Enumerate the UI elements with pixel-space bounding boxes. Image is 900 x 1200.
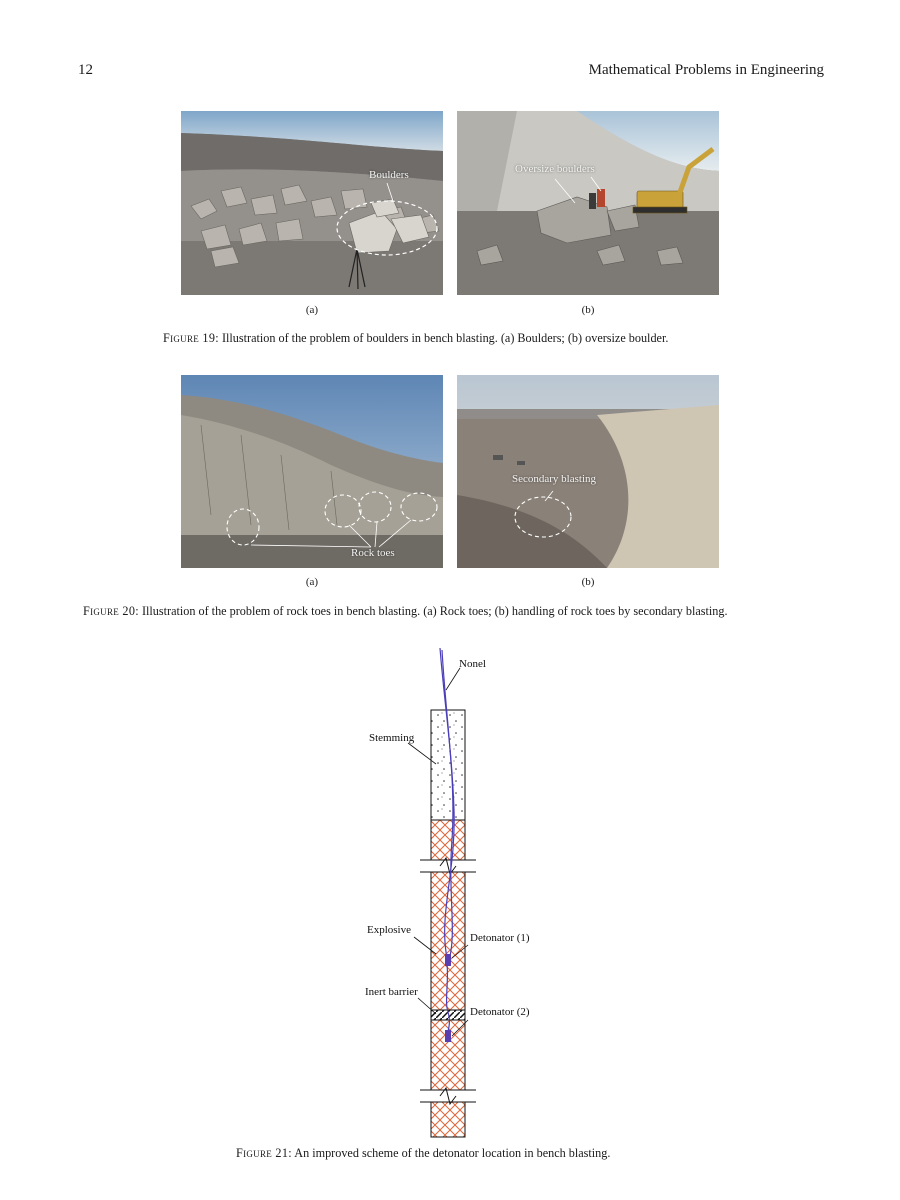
figure19-label-a: (a)	[305, 304, 319, 316]
figure19-photo-b	[457, 111, 719, 295]
detonator-2	[445, 1030, 451, 1042]
figure19-annotation-oversize: Oversize boulders	[515, 163, 595, 175]
label-explosive: Explosive	[367, 924, 411, 936]
figure19-annotation-boulders: Boulders	[369, 169, 409, 181]
label-nonel: Nonel	[459, 658, 486, 670]
figure20-label-b: (b)	[581, 576, 595, 588]
explosive-upper	[431, 820, 465, 1010]
figure21-caption	[236, 1146, 610, 1161]
figure21-caption-prefix: Figure 21:	[236, 1146, 292, 1160]
figure19-label-b: (b)	[581, 304, 595, 316]
figure19-caption	[163, 331, 668, 346]
break-symbol-upper	[420, 858, 476, 874]
figure20-photo-b	[457, 375, 719, 568]
label-detonator-1: Detonator (1)	[470, 932, 530, 944]
figure20-annotation-rock-toes: Rock toes	[351, 547, 395, 559]
page-number: 12	[78, 62, 93, 78]
detonator-1	[445, 954, 451, 966]
figure19-caption-text: Illustration of the problem of boulders in bench blasting. (a) Boulders; (b) oversize boulder.	[221, 331, 669, 345]
journal-title: Mathematical Problems in Engineering	[588, 62, 824, 78]
figure20-label-a: (a)	[305, 576, 319, 588]
break-symbol-lower	[420, 1088, 476, 1104]
label-inert-barrier: Inert barrier	[365, 986, 418, 998]
label-stemming: Stemming	[369, 732, 415, 744]
figure21-caption-text: An improved scheme of the detonator location in bench blasting.	[294, 1146, 611, 1160]
figure20-annotation-secondary: Secondary blasting	[512, 473, 597, 485]
figure21-diagram	[340, 640, 600, 1145]
figure20-caption-text: Illustration of the problem of rock toes in bench blasting. (a) Rock toes; (b) handling of rock toes by secondary blasting.	[141, 604, 728, 618]
figure20-photo-a	[181, 375, 443, 568]
figure20-caption	[83, 604, 728, 619]
figure19-photo-a	[181, 111, 443, 295]
figure19-caption-prefix: Figure 19:	[163, 331, 219, 345]
label-detonator-2: Detonator (2)	[470, 1006, 530, 1018]
figure20-caption-prefix: Figure 20:	[83, 604, 139, 618]
page-header	[0, 62, 900, 84]
borehole-schematic	[340, 640, 600, 1145]
